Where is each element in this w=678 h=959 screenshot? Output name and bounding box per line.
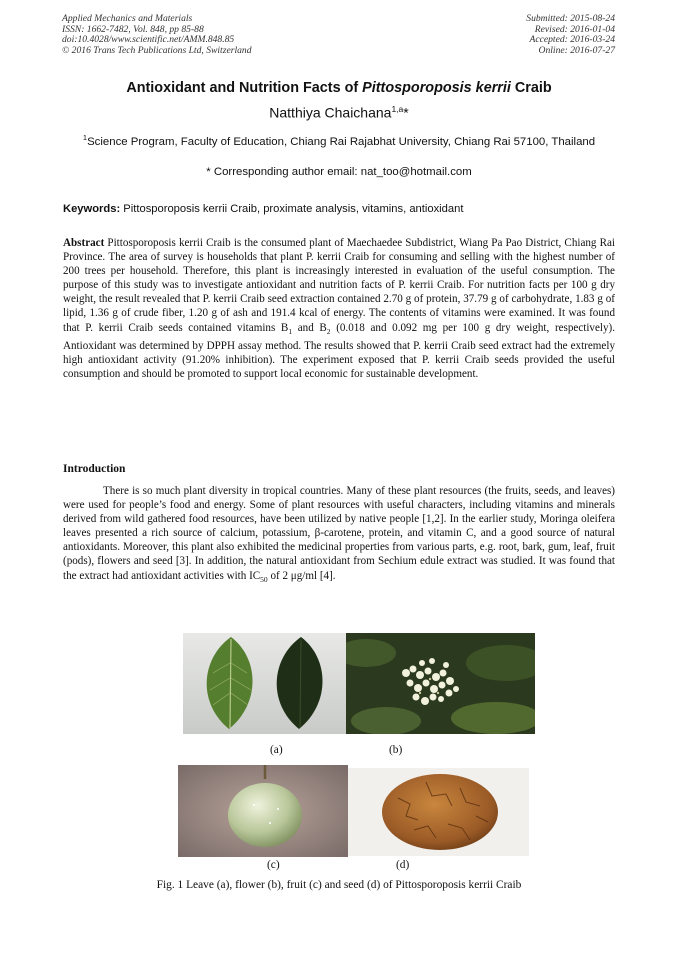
abstract-text-2: and B <box>292 321 327 334</box>
author-mark: 1,a <box>391 104 404 114</box>
abstract-text-1: Pittosporoposis kerrii Craib is the consumed plant of Maechaedee Subdistrict, Wiang Pa Pao District, Chiang Rai Province. The area of survey is households that plant P. kerrii Craib for consuming and selling with the highest number of 200 trees per household. Therefore, this plant is increasingly interested in evaluation of the useful consumption. The purpose of this study was to investigate antioxidant and nutrition facts of P. kerrii Craib. For nutrition facts per 100 g dry weight, the result revealed that P. kerrii Craib seed extraction contained 2.70 g of protein, 37.79 g of carbohydrate, 1.83 g of lipid, 1.36 g of crude fiber, 1.20 g of ash and 191.4 kcal of energy. The contents of vitamins were examined. It was found that P. kerrii Craib seeds contained vitamins B <box>63 237 615 334</box>
figure-label-c: (c) <box>267 859 280 871</box>
abstract-label: Abstract <box>63 237 105 249</box>
journal-doi: doi:10.4028/www.scientific.net/AMM.848.85 <box>62 34 235 46</box>
figure-seed-photo <box>348 768 529 856</box>
affiliation-mark: 1 <box>82 133 88 142</box>
figure-fruit-photo <box>178 765 348 857</box>
author-line <box>40 104 638 121</box>
introduction-paragraph <box>63 484 615 587</box>
intro-sub: 50 <box>260 574 268 584</box>
seed-illustration <box>348 768 529 856</box>
date-revised: Revised: 2016-01-04 <box>534 23 615 35</box>
figure-flower-photo <box>346 633 535 734</box>
affiliation-text: Science Program, Faculty of Education, Chiang Rai Rajabhat University, Chiang Rai 57100, Thailand <box>87 135 596 148</box>
fruit-illustration <box>178 765 348 857</box>
title-species: Pittosporoposis kerrii <box>362 80 511 96</box>
flower-illustration <box>346 633 535 734</box>
journal-copyright: © 2016 Trans Tech Publications Ltd, Switzerland <box>62 44 252 56</box>
author-star: * <box>403 104 409 121</box>
title-suffix: Craib <box>510 80 552 96</box>
keywords <box>63 203 623 215</box>
affiliation <box>70 131 608 149</box>
figure-label-d: (d) <box>396 859 410 871</box>
title-prefix: Antioxidant and Nutrition Facts of <box>126 80 363 96</box>
journal-name: Applied Mechanics and Materials <box>62 13 193 24</box>
paper-title <box>40 80 638 96</box>
abstract-sub-1: 1 <box>288 326 293 336</box>
intro-text-2: of 2 μg/ml [4]. <box>267 569 336 582</box>
author-name: Natthiya Chaichana <box>269 104 392 121</box>
corresponding-email: * Corresponding author email: nat_too@hotmail.com <box>206 166 472 178</box>
journal-issn: ISSN: 1662-7482, Vol. 848, pp 85-88 <box>62 23 204 35</box>
publication-dates <box>526 14 615 56</box>
abstract-sub-2: 2 <box>326 326 331 336</box>
figure-leaf-photo <box>183 633 346 734</box>
date-accepted: Accepted: 2016-03-24 <box>529 34 615 46</box>
figure-caption: Fig. 1 Leave (a), flower (b), fruit (c) and seed (d) of Pittosporoposis kerrii Craib <box>156 879 522 891</box>
intro-text-1: There is so much plant diversity in tropical countries. Many of these plant resources (the fruits, seeds, and leaves) were used for people’s food and energy. Some of plant resources with useful characters, including vitamins and minerals derived from wild gathered food resources, have been utilized by native people [1,2]. In the earlier study, Moringa oleifera leaves presented a rich source of calcium, potassium, β-carotene, protein, and vitamin C, and a good source of natural antioxidants. Moreover, this plant also exhibited the medicinal properties from various parts, e.g. root, bark, gum, leaf, fruit (pods), flowers and seed [3]. In addition, the natural antioxidant from Sechium edule extract was studied. It was found that the extract had antioxidant activities with IC <box>63 485 615 582</box>
figure-label-a: (a) <box>270 744 283 756</box>
journal-info <box>62 14 252 56</box>
abstract <box>63 236 615 381</box>
keywords-text: Pittosporoposis kerrii Craib, proximate analysis, vitamins, antioxidant <box>120 203 464 215</box>
introduction-heading: Introduction <box>63 463 126 475</box>
date-online: Online: 2016-07-27 <box>538 44 615 56</box>
date-submitted: Submitted: 2015-08-24 <box>526 13 615 24</box>
abstract-text-3: (0.018 and 0.092 mg per 100 g dry weight, respectively). Antioxidant was determined by DPPH assay method. The results showed that P. kerrii Craib seed extract had the extremely high antioxidant activity (91.20% inhibition). The experiment exposed that P. kerrii Craib seeds provided the useful consumption and should be promoted to support local economic for sustainable development. <box>63 321 616 381</box>
leaf-illustration <box>183 633 346 734</box>
figure-label-b: (b) <box>389 744 403 756</box>
keywords-label: Keywords: <box>63 203 121 215</box>
